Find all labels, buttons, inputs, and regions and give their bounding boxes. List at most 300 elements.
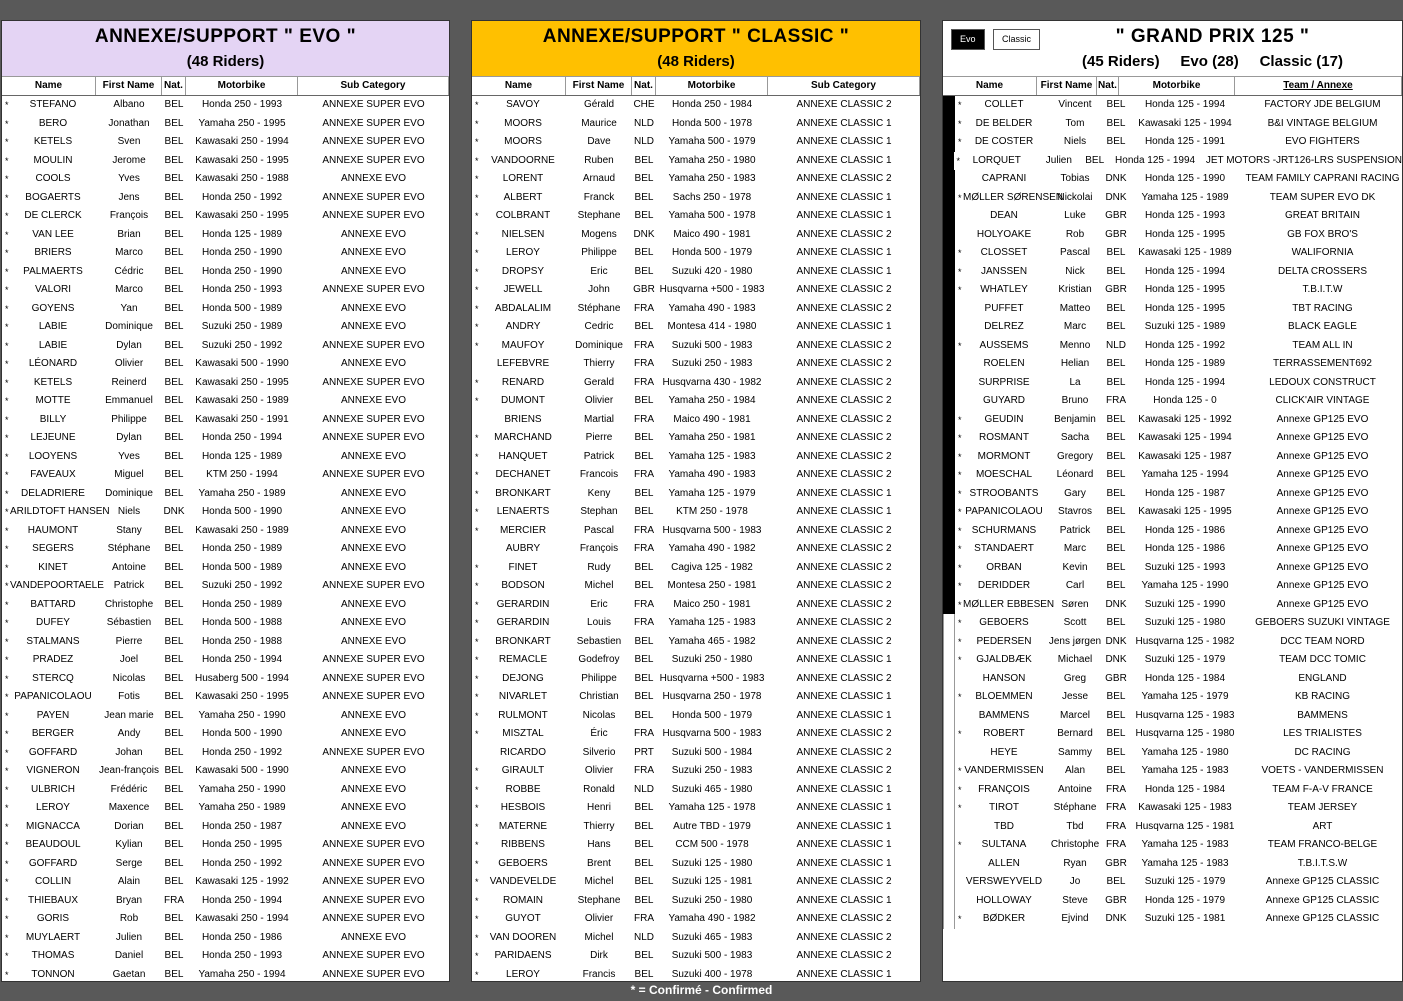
table-row[interactable] bbox=[943, 466, 1402, 485]
table-row[interactable] bbox=[472, 522, 920, 541]
rider-nationality: BEL bbox=[164, 617, 184, 628]
rider-sub-category: ANNEXE SUPER EVO bbox=[322, 117, 425, 129]
table-row[interactable] bbox=[943, 115, 1402, 134]
table-row[interactable] bbox=[2, 300, 449, 319]
table-row[interactable] bbox=[2, 355, 449, 374]
rider-name: STANDAERT bbox=[974, 543, 1034, 554]
table-row[interactable] bbox=[2, 577, 449, 596]
table-row[interactable] bbox=[943, 96, 1402, 115]
rider-first-name: Eric bbox=[590, 598, 608, 610]
rider-nationality: BEL bbox=[634, 691, 654, 702]
confirmed-marker bbox=[955, 670, 963, 689]
table-row[interactable] bbox=[472, 207, 920, 226]
table-row[interactable] bbox=[472, 133, 920, 152]
table-row[interactable] bbox=[2, 818, 449, 837]
rider-sub-category: ANNEXE EVO bbox=[340, 302, 407, 314]
table-row[interactable] bbox=[943, 355, 1402, 374]
rider-sub-category: ANNEXE EVO bbox=[340, 728, 407, 739]
table-row[interactable] bbox=[472, 466, 920, 485]
classic-row-marker bbox=[943, 836, 955, 855]
table-row[interactable] bbox=[2, 707, 449, 726]
col-motorbike[interactable]: Motorbike bbox=[656, 77, 768, 95]
rider-name: VALORI bbox=[35, 284, 71, 295]
confirmed-marker: * bbox=[958, 544, 962, 554]
rider-motorbike: Husqvarna 250 - 1978 bbox=[662, 691, 762, 702]
table-row[interactable] bbox=[2, 281, 449, 300]
rider-name: PEDERSEN bbox=[976, 635, 1032, 647]
rider-name: THIEBAUX bbox=[27, 894, 78, 906]
table-row[interactable] bbox=[472, 189, 920, 208]
table-row[interactable] bbox=[472, 744, 920, 763]
table-row[interactable] bbox=[472, 244, 920, 263]
table-row[interactable] bbox=[472, 96, 920, 115]
table-row[interactable] bbox=[472, 374, 920, 393]
table-row[interactable] bbox=[943, 411, 1402, 430]
table-row[interactable] bbox=[472, 281, 920, 300]
rider-name: DE CLERCK bbox=[24, 210, 82, 221]
table-row[interactable] bbox=[943, 429, 1402, 448]
rider-sub-category: ANNEXE CLASSIC 1 bbox=[796, 654, 892, 665]
rider-motorbike: Yamaha 125 - 1994 bbox=[1141, 469, 1229, 480]
confirmed-marker: * bbox=[958, 599, 962, 610]
rider-sub-category: ANNEXE CLASSIC 1 bbox=[796, 265, 892, 277]
table-row[interactable] bbox=[472, 855, 920, 874]
col-sub-category[interactable]: Sub Category bbox=[298, 77, 449, 95]
table-row[interactable] bbox=[2, 448, 449, 467]
table-row[interactable] bbox=[943, 170, 1402, 189]
table-row[interactable] bbox=[2, 651, 449, 670]
table-row[interactable] bbox=[943, 281, 1402, 300]
table-row[interactable] bbox=[472, 725, 920, 744]
col-first-name[interactable]: First Name bbox=[1037, 77, 1097, 95]
table-row[interactable] bbox=[943, 522, 1402, 541]
rider-sub-category: ANNEXE CLASSIC 1 bbox=[796, 857, 892, 869]
rider-nationality: GBR bbox=[1105, 894, 1127, 906]
table-row[interactable] bbox=[943, 781, 1402, 800]
table-row[interactable] bbox=[943, 836, 1402, 855]
rider-motorbike: Yamaha 250 - 1990 bbox=[198, 709, 286, 721]
table-row[interactable] bbox=[2, 892, 449, 911]
table-row[interactable] bbox=[2, 133, 449, 152]
table-row[interactable] bbox=[2, 466, 449, 485]
table-row[interactable] bbox=[943, 207, 1402, 226]
table-row[interactable] bbox=[943, 855, 1402, 874]
col-name[interactable]: Name bbox=[472, 77, 566, 95]
classic-row-marker bbox=[943, 873, 955, 892]
table-row[interactable] bbox=[943, 263, 1402, 282]
rider-name: MIGNACCA bbox=[26, 820, 80, 832]
table-row[interactable] bbox=[943, 152, 1402, 171]
rider-first-name: Tbd bbox=[1066, 820, 1084, 832]
table-row[interactable] bbox=[2, 799, 449, 818]
table-row[interactable] bbox=[472, 355, 920, 374]
table-row[interactable] bbox=[2, 873, 449, 892]
confirmed-marker: * bbox=[5, 192, 9, 203]
table-row[interactable] bbox=[472, 318, 920, 337]
table-row[interactable] bbox=[472, 485, 920, 504]
confirmed-marker: * bbox=[5, 118, 9, 129]
confirmed-marker bbox=[472, 540, 480, 559]
table-row[interactable] bbox=[2, 744, 449, 763]
table-row[interactable] bbox=[2, 670, 449, 689]
table-row[interactable] bbox=[472, 836, 920, 855]
rider-nationality: GBR bbox=[633, 284, 655, 295]
table-row[interactable] bbox=[2, 836, 449, 855]
table-row[interactable] bbox=[943, 485, 1402, 504]
table-row[interactable] bbox=[943, 707, 1402, 726]
rider-motorbike: KTM 250 - 1994 bbox=[206, 469, 278, 480]
rider-sub-category: ANNEXE SUPER EVO bbox=[322, 913, 425, 924]
rider-motorbike: Kawasaki 125 - 1994 bbox=[1138, 432, 1232, 443]
confirmed-marker: * bbox=[958, 840, 962, 850]
rider-motorbike: Honda 125 - 1993 bbox=[1144, 210, 1226, 221]
table-row[interactable] bbox=[472, 170, 920, 189]
confirmed-marker: * bbox=[475, 618, 479, 628]
table-row[interactable] bbox=[2, 540, 449, 559]
col-motorbike[interactable]: Motorbike bbox=[186, 77, 298, 95]
table-row[interactable] bbox=[2, 688, 449, 707]
confirmed-marker: * bbox=[5, 655, 9, 665]
rider-name: DELREZ bbox=[984, 321, 1024, 332]
table-row[interactable] bbox=[2, 485, 449, 504]
rider-first-name: Antoine bbox=[112, 561, 146, 573]
evo-subtitle: (48 Riders) bbox=[186, 53, 265, 70]
rider-sub-category: ANNEXE CLASSIC 1 bbox=[796, 487, 892, 499]
rider-team: LEDOUX CONSTRUCT bbox=[1269, 376, 1376, 388]
rider-motorbike: Kawasaki 250 - 1994 bbox=[195, 913, 289, 924]
rider-motorbike: Suzuki 465 - 1980 bbox=[671, 783, 753, 795]
table-row[interactable] bbox=[472, 337, 920, 356]
rider-sub-category: ANNEXE CLASSIC 2 bbox=[796, 876, 892, 887]
table-row[interactable] bbox=[472, 818, 920, 837]
table-row[interactable] bbox=[472, 688, 920, 707]
table-row[interactable] bbox=[943, 744, 1402, 763]
evo-row-marker bbox=[943, 540, 955, 559]
rider-name: HEYE bbox=[990, 746, 1018, 758]
rider-team: ENGLAND bbox=[1298, 672, 1347, 684]
table-row[interactable] bbox=[943, 503, 1402, 522]
rider-nationality: BEL bbox=[634, 173, 654, 184]
table-row[interactable] bbox=[2, 966, 449, 985]
table-row[interactable] bbox=[472, 429, 920, 448]
rider-nationality: BEL bbox=[164, 691, 184, 702]
rider-nationality: FRA bbox=[634, 728, 654, 739]
table-row[interactable] bbox=[472, 707, 920, 726]
table-row[interactable] bbox=[472, 781, 920, 800]
table-row[interactable] bbox=[2, 614, 449, 633]
rider-nationality: BEL bbox=[634, 191, 654, 203]
table-row[interactable] bbox=[943, 374, 1402, 393]
confirmed-marker: * bbox=[475, 377, 479, 388]
rider-team: TEAM JERSEY bbox=[1287, 802, 1358, 813]
table-row[interactable] bbox=[2, 596, 449, 615]
rider-team: BAMMENS bbox=[1297, 709, 1348, 721]
table-row[interactable] bbox=[472, 651, 920, 670]
rider-motorbike: Kawasaki 250 - 1995 bbox=[195, 376, 289, 388]
rider-first-name: Cedric bbox=[584, 321, 614, 332]
rider-name: GEBOERS bbox=[979, 617, 1029, 628]
rider-first-name: Gérald bbox=[583, 99, 614, 110]
table-row[interactable] bbox=[943, 226, 1402, 245]
table-row[interactable] bbox=[472, 559, 920, 578]
rider-first-name: Marco bbox=[115, 284, 143, 295]
rider-name: GOFFARD bbox=[28, 746, 78, 758]
rider-team: GREAT BRITAIN bbox=[1284, 210, 1360, 221]
rider-motorbike: Suzuki 465 - 1983 bbox=[671, 931, 753, 943]
rider-motorbike: Suzuki 125 - 1990 bbox=[1144, 598, 1226, 610]
col-nat[interactable]: Nat. bbox=[162, 77, 186, 95]
rider-motorbike: Kawasaki 250 - 1988 bbox=[195, 173, 289, 184]
table-row[interactable] bbox=[943, 448, 1402, 467]
rider-sub-category: ANNEXE CLASSIC 1 bbox=[796, 136, 892, 147]
rider-sub-category: ANNEXE EVO bbox=[340, 635, 407, 647]
evo-row-marker bbox=[943, 485, 955, 504]
rider-sub-category: ANNEXE EVO bbox=[340, 450, 407, 462]
table-row[interactable] bbox=[2, 411, 449, 430]
table-row[interactable] bbox=[2, 947, 449, 966]
col-nat[interactable]: Nat. bbox=[632, 77, 656, 95]
rider-sub-category: ANNEXE CLASSIC 2 bbox=[796, 376, 892, 388]
table-row[interactable] bbox=[943, 577, 1402, 596]
rider-first-name: Jens bbox=[118, 191, 140, 203]
rider-first-name: Luke bbox=[1064, 210, 1086, 221]
rider-name: LENAERTS bbox=[496, 506, 550, 517]
table-row[interactable] bbox=[943, 910, 1402, 929]
table-row[interactable] bbox=[472, 115, 920, 134]
table-row[interactable] bbox=[2, 244, 449, 263]
table-row[interactable] bbox=[472, 910, 920, 929]
rider-nationality: BEL bbox=[164, 654, 184, 665]
rider-motorbike: Honda 250 - 1992 bbox=[201, 191, 283, 203]
rider-sub-category: ANNEXE EVO bbox=[340, 395, 407, 406]
rider-nationality: BEL bbox=[164, 154, 184, 166]
filter-classic-button[interactable]: Classic bbox=[993, 29, 1040, 50]
table-row[interactable] bbox=[472, 947, 920, 966]
col-sub-category[interactable]: Sub Category bbox=[768, 77, 920, 95]
table-row[interactable] bbox=[2, 374, 449, 393]
table-row[interactable] bbox=[943, 873, 1402, 892]
table-row[interactable] bbox=[2, 263, 449, 282]
table-row[interactable] bbox=[943, 596, 1402, 615]
table-row[interactable] bbox=[472, 577, 920, 596]
table-row[interactable] bbox=[943, 244, 1402, 263]
col-first-name[interactable]: First Name bbox=[566, 77, 632, 95]
rider-motorbike: Suzuki 500 - 1984 bbox=[671, 746, 753, 758]
table-row[interactable] bbox=[943, 725, 1402, 744]
rider-team: TEAM F-A-V FRANCE bbox=[1272, 783, 1373, 795]
confirmed-marker bbox=[955, 374, 963, 393]
table-row[interactable] bbox=[2, 559, 449, 578]
table-row[interactable] bbox=[943, 762, 1402, 781]
rider-first-name: Miguel bbox=[114, 469, 144, 480]
rider-motorbike: Honda 250 - 1995 bbox=[201, 839, 283, 850]
rider-name: TONNON bbox=[31, 968, 75, 980]
table-row[interactable] bbox=[943, 670, 1402, 689]
rider-motorbike: Husqvarna 125 - 1980 bbox=[1135, 728, 1235, 739]
rider-name: ROELEN bbox=[983, 358, 1025, 369]
table-row[interactable] bbox=[472, 633, 920, 652]
table-row[interactable] bbox=[2, 207, 449, 226]
rider-nationality: FRA bbox=[634, 413, 654, 425]
confirmed-marker bbox=[955, 873, 963, 892]
rider-first-name: Christian bbox=[579, 691, 619, 702]
table-row[interactable] bbox=[472, 226, 920, 245]
table-row[interactable] bbox=[2, 152, 449, 171]
rider-sub-category: ANNEXE EVO bbox=[340, 524, 407, 536]
table-row[interactable] bbox=[2, 337, 449, 356]
table-row[interactable] bbox=[943, 559, 1402, 578]
rider-name: PUFFET bbox=[984, 302, 1024, 314]
col-nat[interactable]: Nat. bbox=[1097, 77, 1119, 95]
table-row[interactable] bbox=[472, 614, 920, 633]
confirmed-marker: * bbox=[475, 821, 479, 832]
table-row[interactable] bbox=[472, 670, 920, 689]
rider-first-name: Dirk bbox=[590, 950, 608, 961]
table-row[interactable] bbox=[2, 633, 449, 652]
rider-first-name: Sacha bbox=[1060, 432, 1090, 443]
confirmed-marker: * bbox=[475, 470, 479, 480]
rider-team: GB FOX BRO'S bbox=[1287, 228, 1358, 240]
table-row[interactable] bbox=[2, 522, 449, 541]
rider-first-name: Ejvind bbox=[1061, 913, 1089, 924]
rider-nationality: BEL bbox=[164, 487, 184, 499]
table-row[interactable] bbox=[472, 263, 920, 282]
table-row[interactable] bbox=[2, 781, 449, 800]
rider-motorbike: Suzuki 250 - 1992 bbox=[201, 339, 283, 351]
table-row[interactable] bbox=[2, 115, 449, 134]
table-row[interactable] bbox=[2, 910, 449, 929]
evo-row-marker bbox=[943, 318, 955, 337]
rider-nationality: BEL bbox=[164, 413, 184, 425]
table-row[interactable] bbox=[2, 762, 449, 781]
confirmed-marker: * bbox=[5, 766, 9, 776]
rider-nationality: BEL bbox=[1106, 506, 1126, 517]
classic-row-marker bbox=[943, 725, 955, 744]
rider-nationality: BEL bbox=[1106, 136, 1126, 147]
confirmed-marker: * bbox=[475, 248, 479, 258]
confirmed-marker: * bbox=[475, 673, 479, 684]
rider-motorbike: Kawasaki 250 - 1995 bbox=[195, 154, 289, 166]
table-row[interactable] bbox=[943, 189, 1402, 208]
table-row[interactable] bbox=[2, 226, 449, 245]
rider-motorbike: Suzuki 125 - 1981 bbox=[1144, 913, 1226, 924]
rider-nationality: BEL bbox=[164, 432, 184, 443]
rider-nationality: BEL bbox=[634, 580, 654, 591]
table-row[interactable] bbox=[943, 337, 1402, 356]
table-row[interactable] bbox=[472, 596, 920, 615]
confirmed-marker: * bbox=[475, 655, 479, 665]
table-row[interactable] bbox=[943, 133, 1402, 152]
rider-name: DEJONG bbox=[502, 672, 544, 684]
table-row[interactable] bbox=[472, 411, 920, 430]
col-name[interactable]: Name bbox=[2, 77, 96, 95]
rider-motorbike: Honda 500 - 1978 bbox=[671, 117, 753, 129]
table-row[interactable] bbox=[943, 540, 1402, 559]
rider-first-name: Patrick bbox=[583, 450, 615, 462]
rider-nationality: BEL bbox=[1106, 709, 1126, 721]
col-team[interactable]: Team / Annexe bbox=[1235, 77, 1402, 95]
rider-nationality: BEL bbox=[1106, 561, 1126, 573]
classic-row-marker bbox=[943, 670, 955, 689]
rider-motorbike: Honda 125 - 1984 bbox=[1144, 672, 1226, 684]
table-row[interactable] bbox=[2, 725, 449, 744]
table-row[interactable] bbox=[472, 929, 920, 948]
filter-evo-button[interactable]: Evo bbox=[951, 29, 985, 50]
table-row[interactable] bbox=[943, 300, 1402, 319]
rider-sub-category: ANNEXE CLASSIC 2 bbox=[796, 469, 892, 480]
table-row[interactable] bbox=[2, 503, 449, 522]
table-row[interactable] bbox=[943, 318, 1402, 337]
rider-nationality: BEL bbox=[164, 709, 184, 721]
table-row[interactable] bbox=[472, 300, 920, 319]
table-row[interactable] bbox=[472, 540, 920, 559]
rider-motorbike: Husqvarna 500 - 1983 bbox=[662, 524, 762, 536]
classic-row-marker bbox=[943, 633, 955, 652]
col-name[interactable]: Name bbox=[943, 77, 1037, 95]
table-row[interactable] bbox=[472, 392, 920, 411]
col-first-name[interactable]: First Name bbox=[96, 77, 162, 95]
table-row[interactable] bbox=[943, 688, 1402, 707]
rider-name: DUMONT bbox=[501, 395, 545, 406]
rider-name: PAPANICOLAOU bbox=[965, 506, 1043, 517]
rider-motorbike: KTM 250 - 1978 bbox=[676, 506, 748, 517]
table-row[interactable] bbox=[943, 799, 1402, 818]
table-row[interactable] bbox=[2, 96, 449, 115]
table-row[interactable] bbox=[943, 818, 1402, 837]
rider-first-name: Marc bbox=[1063, 321, 1087, 332]
rider-motorbike: Honda 125 - 1990 bbox=[1144, 173, 1226, 184]
table-row[interactable] bbox=[2, 318, 449, 337]
table-row[interactable] bbox=[2, 170, 449, 189]
table-row[interactable] bbox=[943, 392, 1402, 411]
table-row[interactable] bbox=[472, 799, 920, 818]
table-row[interactable] bbox=[472, 966, 920, 985]
rider-sub-category: ANNEXE SUPER EVO bbox=[322, 654, 425, 665]
rider-sub-category: ANNEXE CLASSIC 1 bbox=[796, 191, 892, 203]
rider-name: MERCIER bbox=[499, 524, 547, 536]
table-row[interactable] bbox=[472, 152, 920, 171]
evo-row-marker bbox=[943, 577, 955, 596]
rider-motorbike: Maico 490 - 1981 bbox=[673, 228, 751, 240]
table-row[interactable] bbox=[472, 503, 920, 522]
rider-name: VANDERMISSEN bbox=[964, 765, 1044, 776]
table-row[interactable] bbox=[472, 448, 920, 467]
confirmed-marker: * bbox=[5, 211, 9, 221]
rider-motorbike: Honda 250 - 1986 bbox=[201, 931, 283, 943]
rider-first-name: Tobias bbox=[1060, 173, 1090, 184]
table-row[interactable] bbox=[943, 614, 1402, 633]
rider-name: MØLLER EBBESEN bbox=[963, 598, 1055, 610]
table-row[interactable] bbox=[2, 929, 449, 948]
table-row[interactable] bbox=[2, 429, 449, 448]
table-row[interactable] bbox=[943, 633, 1402, 652]
table-row[interactable] bbox=[472, 873, 920, 892]
table-row[interactable] bbox=[2, 392, 449, 411]
table-row[interactable] bbox=[943, 651, 1402, 670]
col-motorbike[interactable]: Motorbike bbox=[1119, 77, 1235, 95]
table-row[interactable] bbox=[2, 189, 449, 208]
rider-sub-category: ANNEXE CLASSIC 2 bbox=[796, 746, 892, 758]
rider-name: LORQUET bbox=[972, 154, 1021, 166]
rider-sub-category: ANNEXE CLASSIC 1 bbox=[796, 691, 892, 702]
table-row[interactable] bbox=[472, 762, 920, 781]
table-row[interactable] bbox=[943, 892, 1402, 911]
table-row[interactable] bbox=[472, 892, 920, 911]
table-row[interactable] bbox=[2, 855, 449, 874]
confirmed-marker bbox=[955, 818, 963, 837]
confirmed-marker: * bbox=[5, 414, 9, 425]
rider-first-name: Jerome bbox=[112, 154, 146, 166]
